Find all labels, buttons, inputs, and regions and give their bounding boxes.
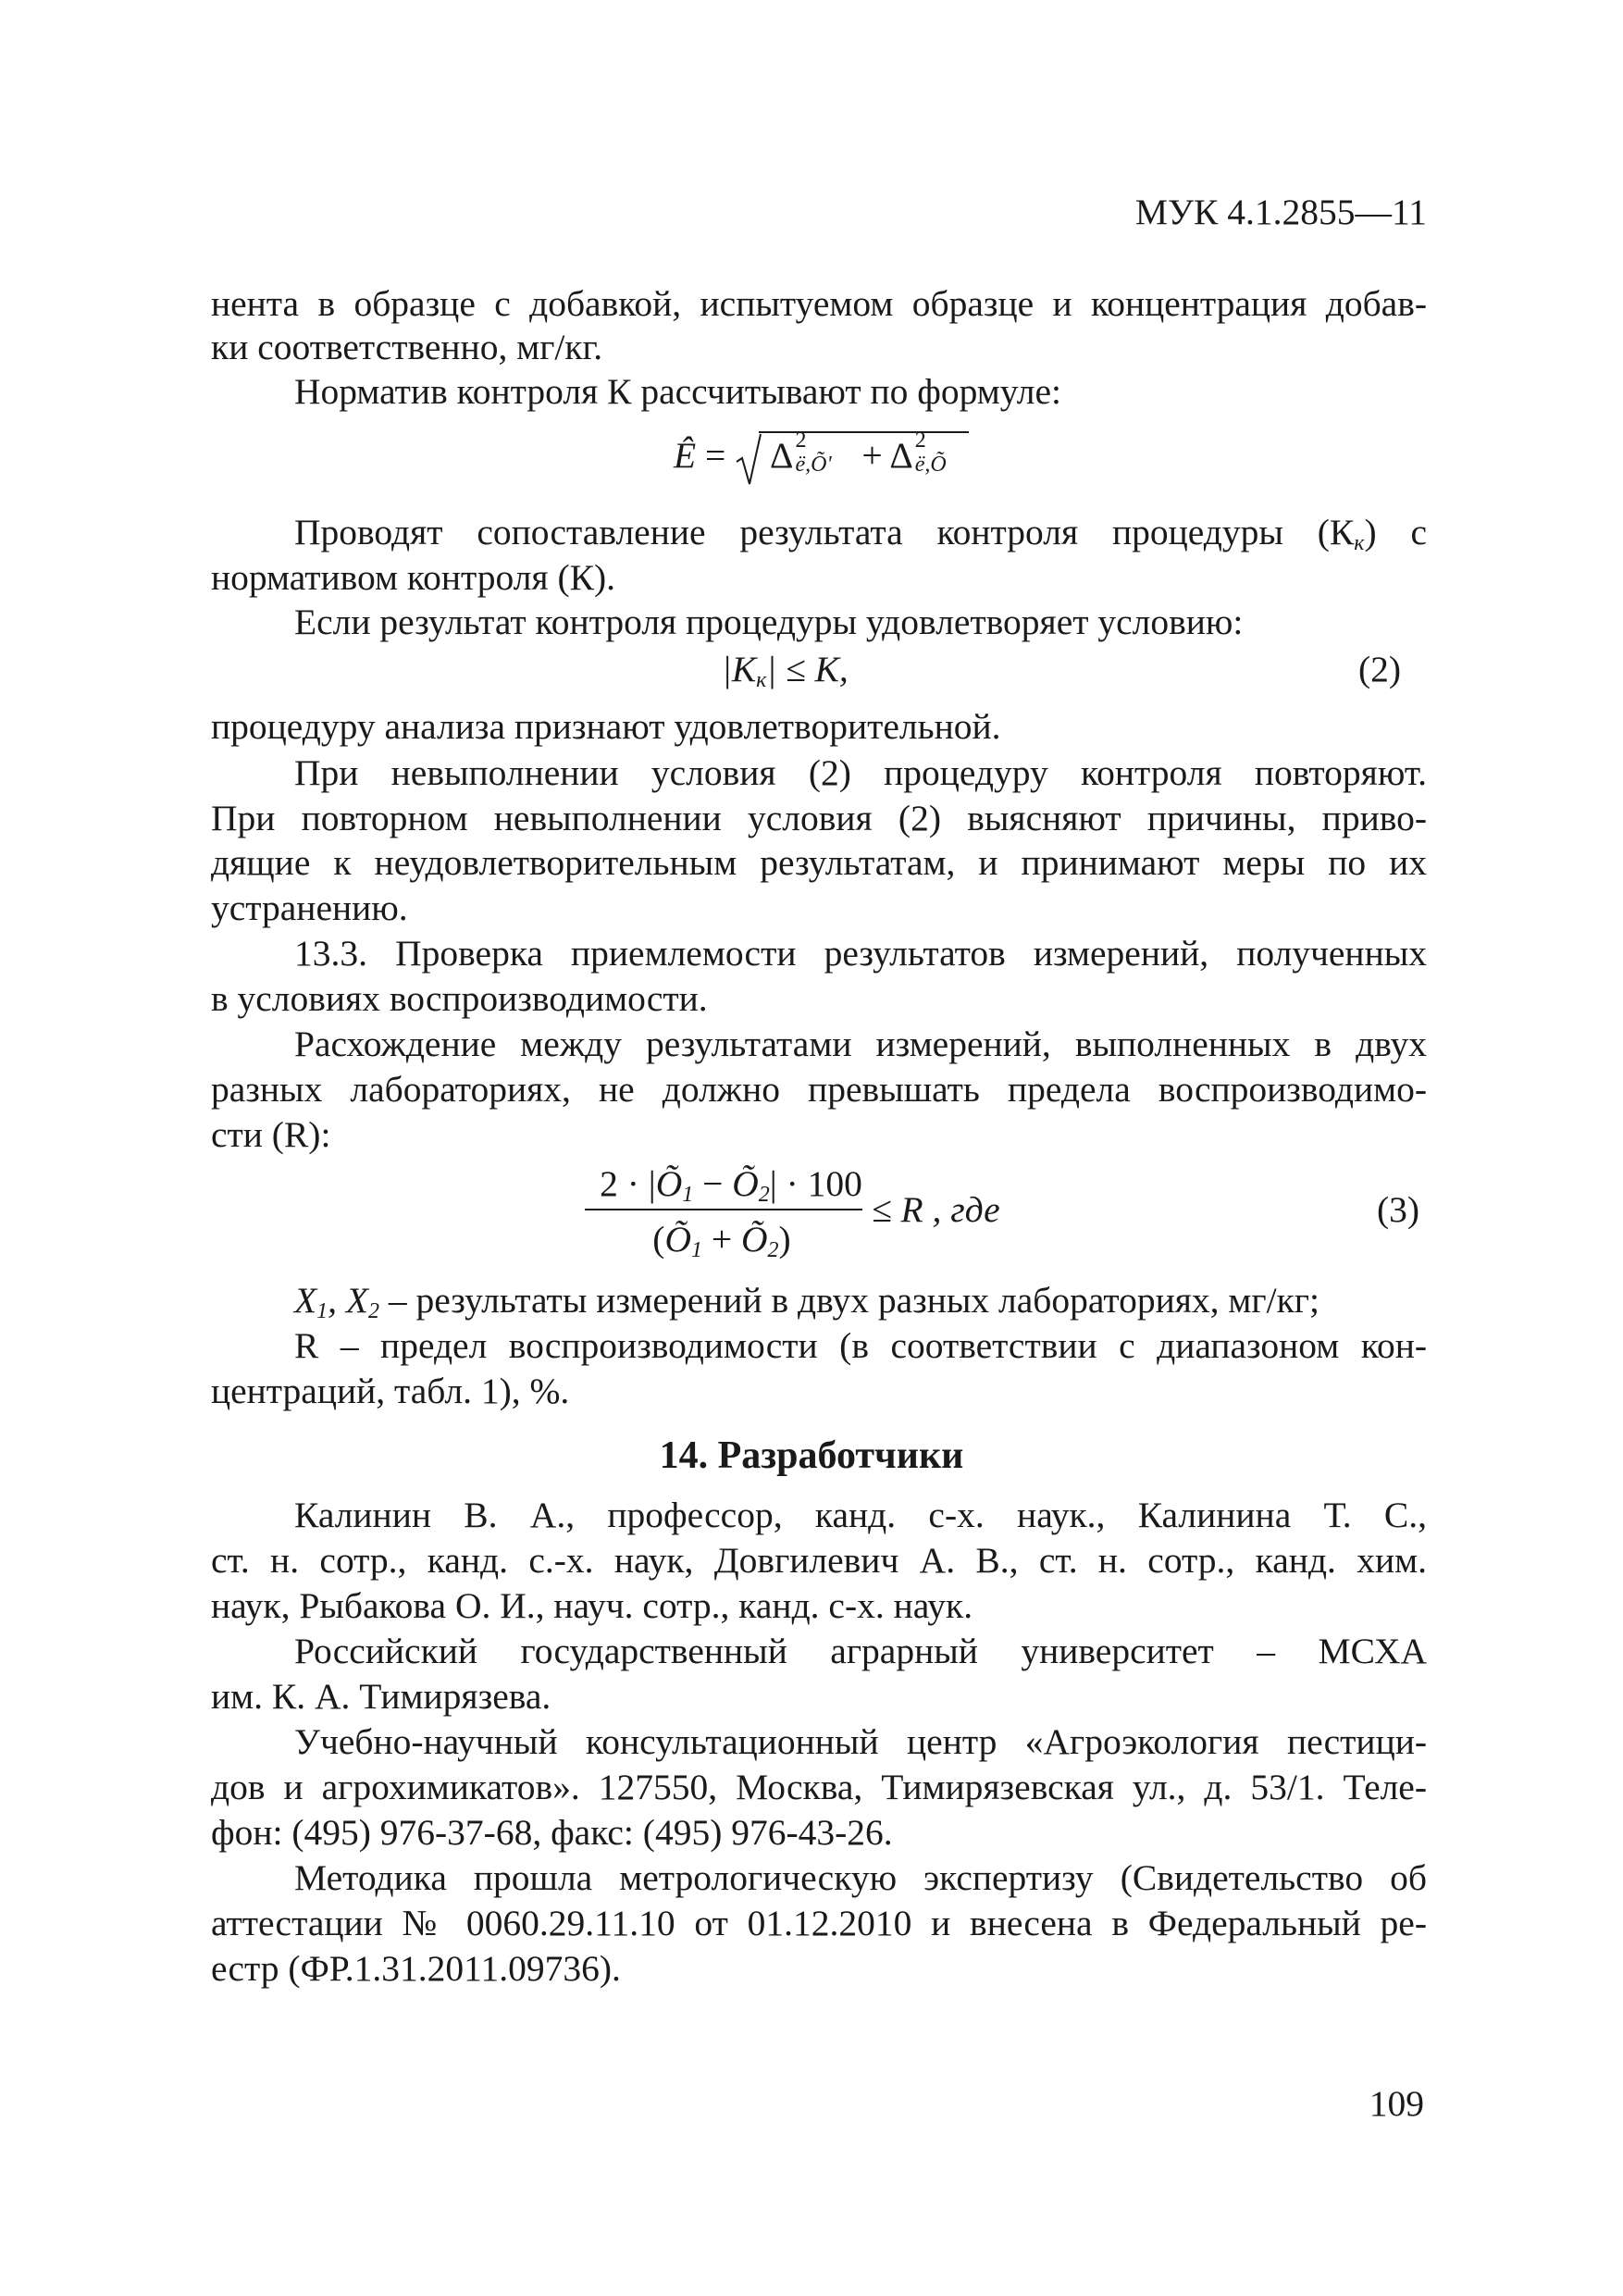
formula-operator: + — [861, 435, 883, 476]
text-line: При невыполнении условия (2) процедуру контроля повторяют. — [294, 752, 1427, 793]
text-line: нента в образце с добавкой, испытуемом образце и концентрация добав- — [211, 283, 1427, 324]
text-line: Учебно-научный консультационный центр «Агроэкология пестици- — [294, 1721, 1427, 1762]
text-line: ст. н. сотр., канд. с.-х. наук, Довгилевич А. В., ст. н. сотр., канд. хим. — [211, 1540, 1427, 1581]
text-line: сти (R): — [211, 1114, 331, 1155]
formula-symbol: Ê — [674, 435, 697, 476]
text-line: Российский государственный аграрный университет – МСХА — [294, 1631, 1427, 1671]
text-line: $X_1$, $X_2$ – результаты измерений в двух разных лабораториях, мг/кг; — [294, 1280, 1319, 1323]
text-line: Расхождение между результатами измерений, выполненных в двух — [294, 1024, 1427, 1064]
text-line: устранению. — [211, 887, 408, 928]
formula-denominator: ($Õ_1$ + $Õ_2$) — [652, 1219, 791, 1262]
formula-sup: 2 — [914, 428, 926, 453]
formula-k — [674, 430, 969, 488]
equation-number: (3) — [1377, 1189, 1420, 1230]
text-line: разных лабораториях, не должно превышать предела воспроизводимо- — [211, 1069, 1427, 1110]
text-line: процедуру анализа признают удовлетворительной. — [211, 706, 1001, 747]
text-line: дов и агрохимикатов». 127550, Москва, Тимирязевская ул., д. 53/1. Теле- — [211, 1767, 1427, 1807]
text-line: ки соответственно, мг/кг. — [211, 327, 603, 367]
text-line: Методика прошла метрологическую экспертизу (Свидетельство об — [294, 1857, 1427, 1898]
text-line: центраций, табл. 1), %. — [211, 1371, 570, 1411]
formula-sub: ë,Õ — [914, 453, 947, 477]
text-line: 13.3. Проверка приемлемости результатов измерений, полученных — [294, 933, 1427, 974]
formula-symbol: Δ — [889, 435, 913, 476]
text-line: нормативом контроля (К). — [211, 557, 616, 598]
equation-number: (2) — [1358, 649, 1402, 689]
text-line: Норматив контроля К рассчитывают по формуле: — [294, 371, 1061, 412]
text-line: им. К. А. Тимирязева. — [211, 1676, 551, 1717]
text-line: в условиях воспроизводимости. — [211, 978, 708, 1019]
document-header: МУК 4.1.2855—11 — [1134, 192, 1427, 232]
fraction-bar — [585, 1209, 862, 1210]
formula-sup: 2 — [795, 428, 807, 453]
formula-numerator: $2 \cdot |Õ_1$ − $Õ_2| \cdot 100$ — [600, 1163, 862, 1207]
formula-sub: ë,Õ' — [795, 453, 832, 477]
text-line: R – предел воспроизводимости (в соответствии с диапазоном кон- — [294, 1325, 1427, 1366]
text-line: аттестации № 0060.29.11.10 от 01.12.2010 и внесена в Федеральный ре- — [211, 1903, 1427, 1943]
formula-condition: $|К_к| \le К$, — [722, 649, 849, 692]
text-line: Проводят сопоставление результата контроля процедуры $(К_к)$ с — [294, 512, 1427, 555]
text-line: естр (ФР.1.31.2011.09736). — [211, 1948, 621, 1989]
section-title: 14. Разработчики — [659, 1434, 964, 1477]
text-line: Калинин В. А., профессор, канд. с-х. наук., Калинина Т. С., — [294, 1495, 1427, 1535]
formula-symbol: Δ — [770, 435, 794, 476]
formula-rhs: ≤ R , где — [872, 1189, 1000, 1230]
formula-operator: = — [705, 435, 726, 476]
text-line: При повторном невыполнении условия (2) выясняют причины, приво- — [211, 798, 1427, 838]
text-line: фон: (495) 976-37-68, факс: (495) 976-43-26. — [211, 1812, 893, 1853]
text-line: Если результат контроля процедуры удовлетворяет условию: — [294, 602, 1244, 642]
page-number: 109 — [1369, 2083, 1424, 2124]
text-line: дящие к неудовлетворительным результатам, и принимают меры по их — [211, 842, 1427, 883]
text-line: наук, Рыбакова О. И., науч. сотр., канд. с-х. наук. — [211, 1585, 973, 1626]
